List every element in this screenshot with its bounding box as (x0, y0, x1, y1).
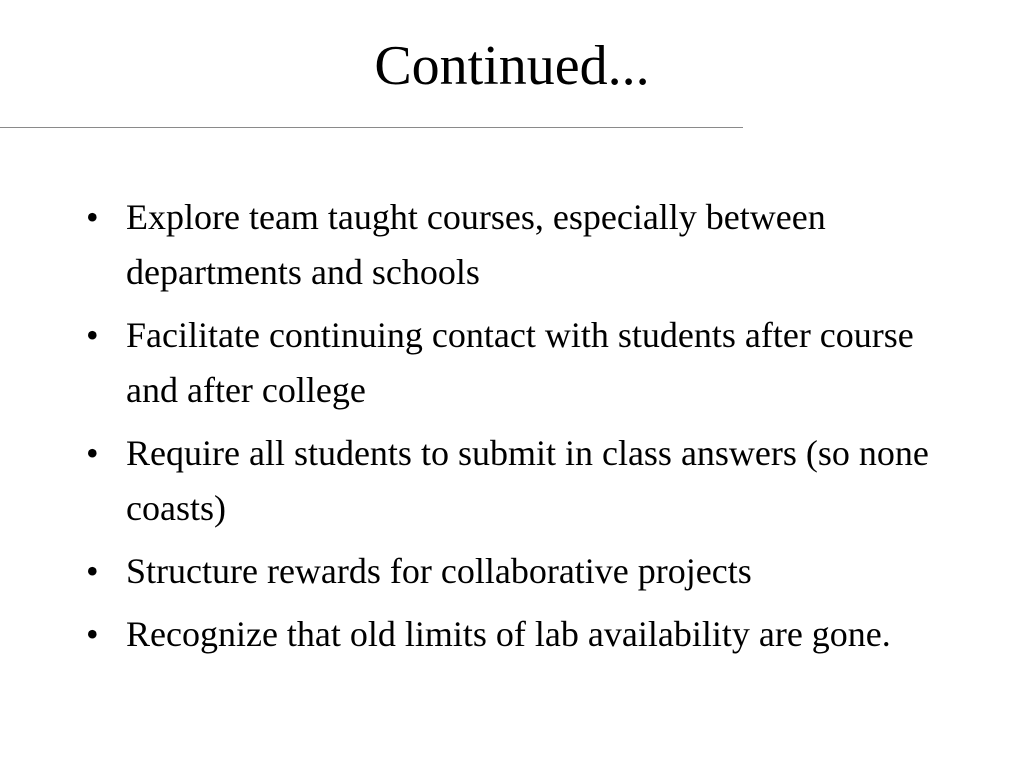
bullet-dot-icon: • (86, 197, 99, 237)
bullet-dot-icon: • (86, 614, 99, 654)
bullet-item (86, 544, 946, 599)
bullet-dot-icon: • (86, 551, 99, 591)
bullet-text: Structure rewards for collaborative projects (126, 551, 752, 591)
bullet-item (86, 190, 946, 300)
bullet-item (86, 308, 946, 418)
bullet-text: Recognize that old limits of lab availability are gone. (126, 614, 891, 654)
bullet-text: Explore team taught courses, especially between departments and schools (126, 197, 826, 292)
bullet-text: Require all students to submit in class answers (so none coasts) (126, 433, 929, 528)
bullet-text: Facilitate continuing contact with students after course and after college (126, 315, 914, 410)
bullet-list (86, 190, 946, 670)
bullet-item (86, 426, 946, 536)
title-divider (0, 127, 743, 128)
bullet-item (86, 607, 946, 662)
slide-title: Continued... (374, 35, 650, 97)
bullet-dot-icon: • (86, 433, 99, 473)
bullet-dot-icon: • (86, 315, 99, 355)
